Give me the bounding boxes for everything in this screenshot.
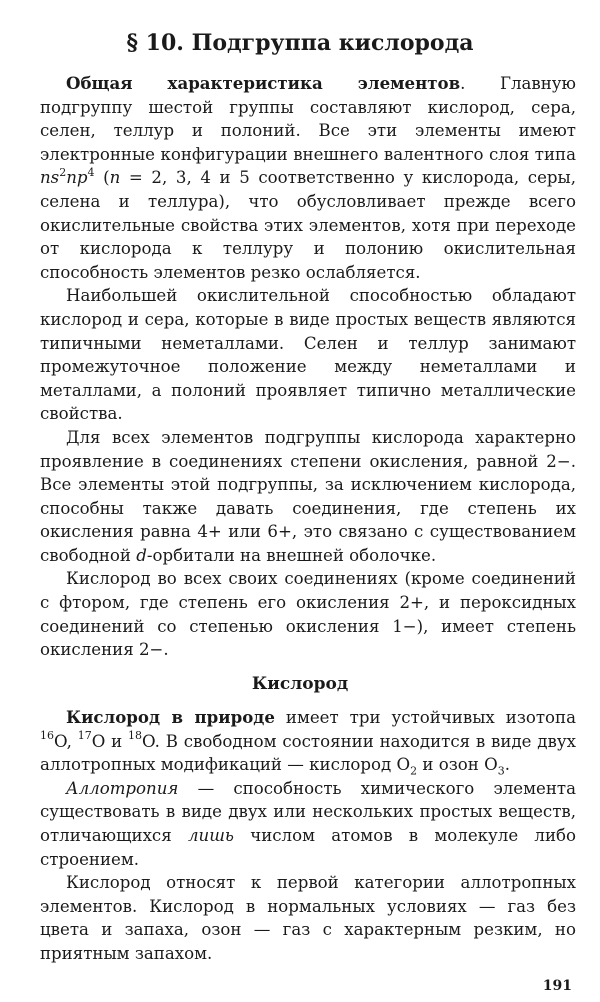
page-title: § 10. Подгруппа кислорода [126, 30, 474, 56]
paragraph: Для всех элементов подгруппы кислорода характерно проявление в соединениях степени окисления, равной 2−. Все элементы этой подгруппы, за исключением кислорода, способны также давать соединения, где степень их окисления равна 4+ или 6+, это связано с существованием свободной d-орбитали на внешней оболочке. [40, 427, 576, 565]
page-number: 191 [542, 978, 572, 994]
paragraph: Кислород относят к первой категории аллотропных элементов. Кислород в нормальных условиях — газ без цвета и запаха, озон — газ с характерным резким, но приятным запахом. [40, 873, 576, 963]
paragraph: Аллотропия — способность химического элемента существовать в виде двух или нескольких простых веществ, отличающихся лишь числом атомов в молекуле либо строением. [40, 778, 576, 869]
paragraph: Кислород во всех своих соединениях (кроме соединений с фтором, где степень его окисления 2+, и пероксидных соединений со степенью окисления 1−), имеет степень окисления 2−. [40, 569, 576, 660]
paragraph: Кислород в природе имеет три устойчивых изотопа $^{16}$O, $^{17}$O и $^{18}$O. В свободном состоянии находится в виде двух аллотропных модификаций — кислород $O_2$ и озон $O_3$. [40, 707, 576, 778]
paragraph-lead: Общая характеристика элементов [66, 73, 461, 93]
paragraph-lead: Кислород в природе [66, 707, 275, 727]
section-oxygen [40, 706, 576, 966]
paragraph: Общая характеристика элементов. Главную подгруппу шестой группы составляют кислород, сера, селен, теллур и полоний. Все эти элементы имеют электронные конфигурации внешнего валентного слоя типа $ns^2np^4$ (n = 2, 3, 4 и 5 соответственно у кислорода, серы, селена и теллура), что обусловливает прежде всего окислительные свойства этих элементов, хотя при переходе от кислорода к теллуру и полонию окислительная способность элементов резко ослабляется. [40, 73, 576, 282]
term-allotropy: Аллотропия [66, 778, 179, 798]
section-general-characteristics [40, 72, 576, 662]
paragraph: Наибольшей окислительной способностью обладают кислород и сера, которые в виде простых веществ являются типичными неметаллами. Селен и теллур занимают промежуточное положение между неметаллами и металлами, а полоний проявляет типично металлические свойства. [40, 286, 576, 424]
section-heading: Кислород [251, 674, 349, 694]
